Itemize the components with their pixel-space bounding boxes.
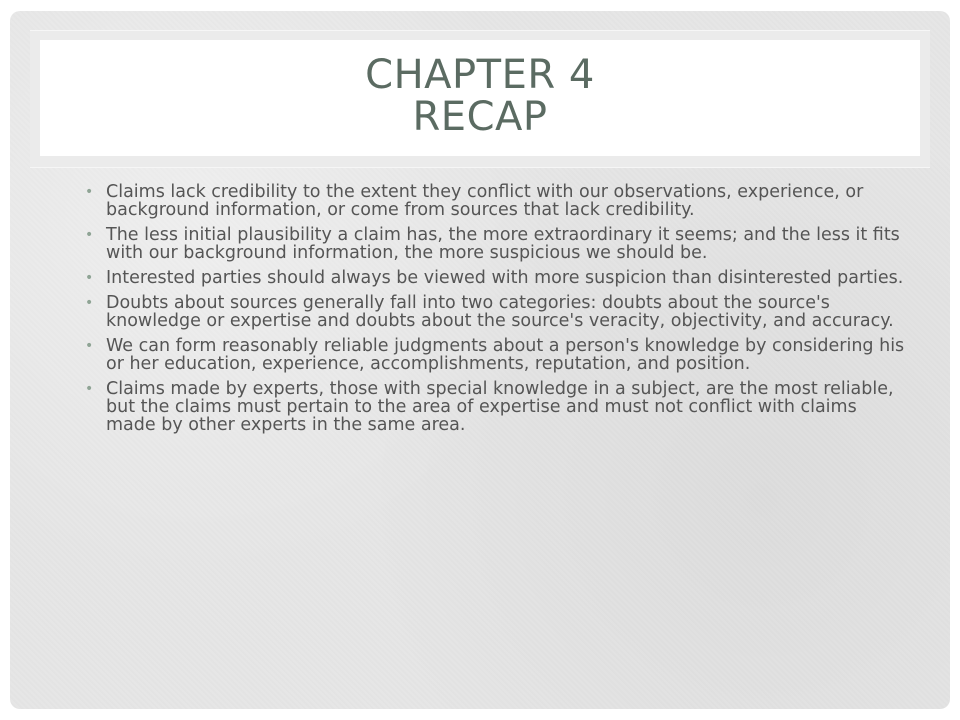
title-box [40, 40, 920, 156]
bullet-item [85, 380, 905, 434]
bullet-item [85, 226, 905, 262]
bullet-item [85, 337, 905, 373]
bullet-icon: • [85, 227, 94, 243]
bullet-text: Claims made by experts, those with special knowledge in a subject, are the most reliable, but the claims must pertain to the area of expertise and must not conflict with claims made by other experts in the same area. [106, 379, 894, 435]
bullet-text: We can form reasonably reliable judgments about a person's knowledge by considering his or her education, experience, accomplishments, reputation, and position. [106, 336, 905, 374]
bullet-icon: • [85, 381, 94, 397]
bullet-icon: • [85, 270, 94, 286]
bullet-item [85, 269, 905, 287]
bullet-item [85, 183, 905, 219]
title-line-2: RECAP [412, 94, 548, 140]
bullet-text: The less initial plausibility a claim has, the more extraordinary it seems; and the less it fits with our background information, the more suspicious we should be. [106, 225, 900, 263]
bullet-icon: • [85, 184, 94, 200]
bullet-text: Doubts about sources generally fall into two categories: doubts about the source's knowledge or expertise and doubts about the source's veracity, objectivity, and accuracy. [106, 293, 894, 331]
bullet-text: Claims lack credibility to the extent they conflict with our observations, experience, or background information, or come from sources that lack credibility. [106, 182, 864, 220]
bullet-item [85, 294, 905, 330]
bullet-icon: • [85, 295, 94, 311]
bullet-icon: • [85, 338, 94, 354]
bullet-text: Interested parties should always be viewed with more suspicion than disinterested parties. [106, 268, 904, 288]
slide [10, 11, 950, 709]
content-area [85, 183, 905, 441]
title-line-1: CHAPTER 4 [365, 52, 595, 98]
page-title [40, 54, 920, 138]
bullet-list [85, 183, 905, 434]
